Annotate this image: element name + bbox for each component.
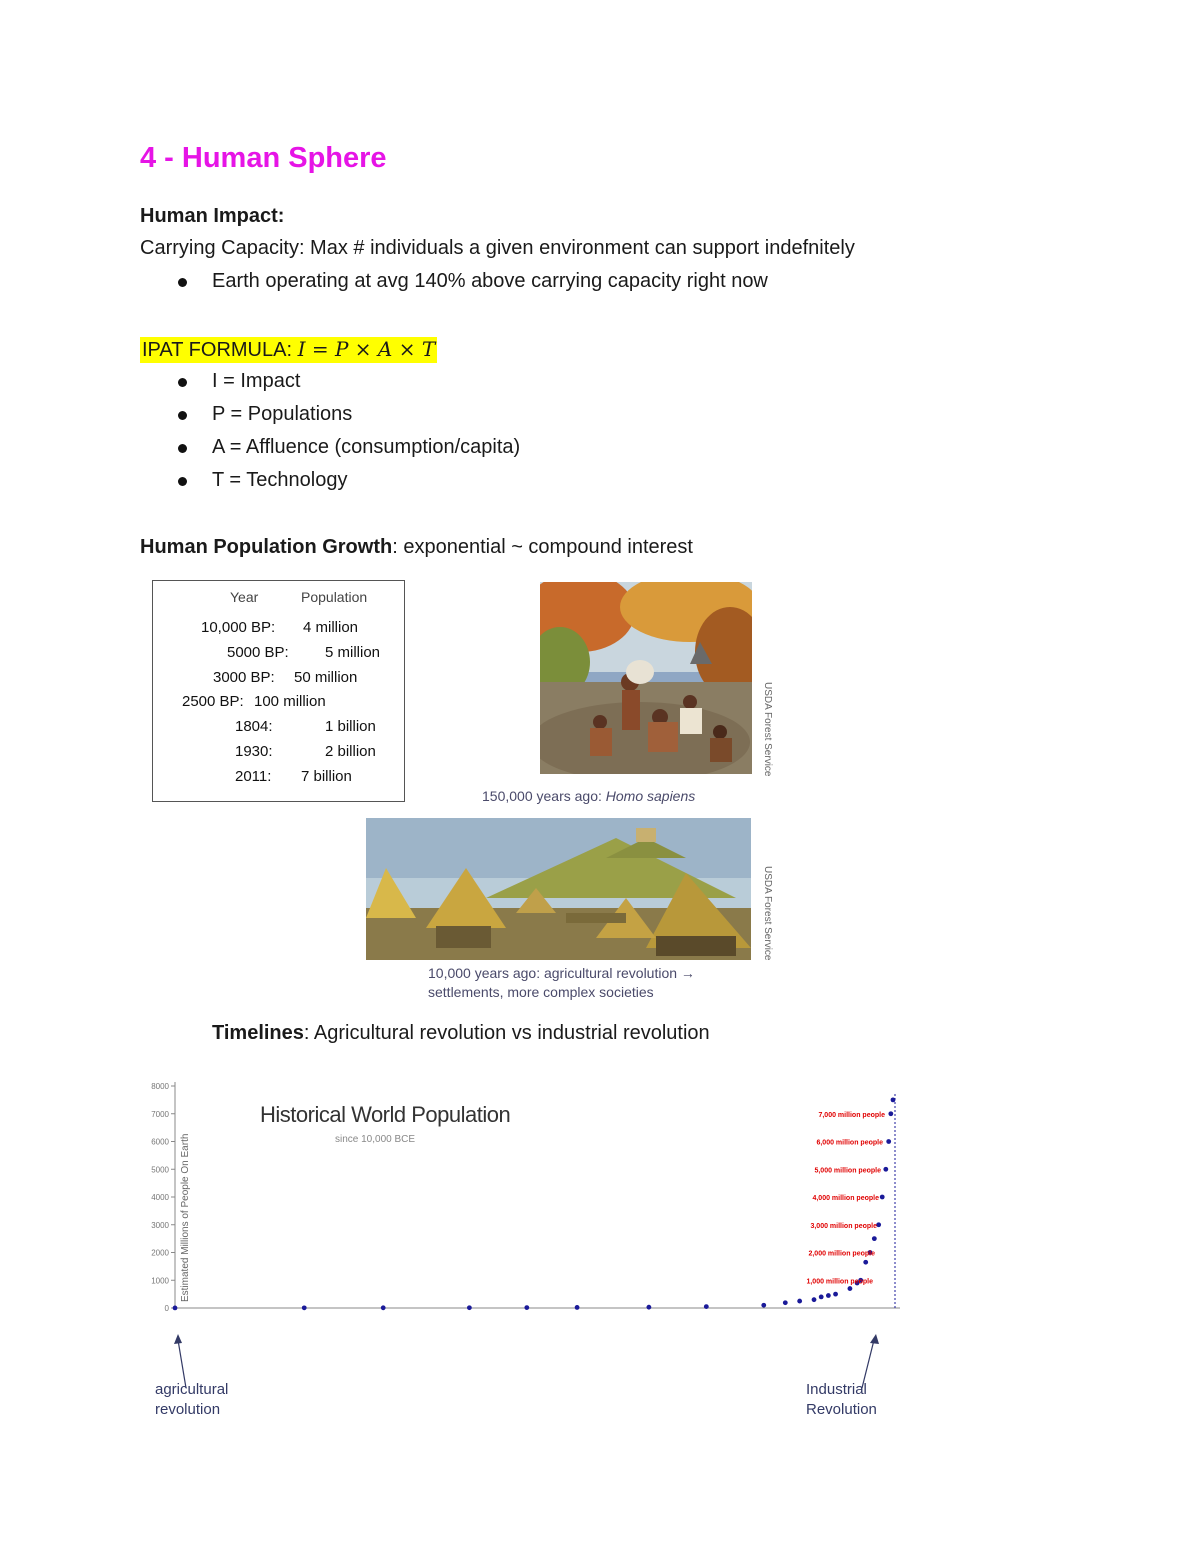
year-cell: 10,000 BP: [201,619,276,636]
data-point [819,1295,824,1300]
human-impact-heading: Human Impact: [140,205,285,227]
red-population-label: 1,000 million people [806,1278,873,1286]
ipat-item: P = Populations [212,403,353,425]
chart-subtitle: since 10,000 BCE [335,1134,416,1145]
data-point [302,1305,307,1310]
bullet-icon [178,477,187,486]
pop-cell: 4 million [303,619,359,636]
timelines-line [212,1022,710,1045]
homo-sapiens-caption [482,788,695,804]
population-table [152,580,405,802]
agricultural-label-line: revolution [155,1401,221,1418]
data-point [761,1303,766,1308]
agricultural-revolution-label [155,1380,228,1420]
ipat-item: T = Technology [212,469,348,491]
caption-italic: Homo sapiens [605,788,696,804]
pop-cell: 50 million [294,669,358,686]
y-tick-label: 6000 [151,1137,169,1147]
data-point [381,1305,386,1310]
population-growth-heading: Human Population Growth [140,536,393,558]
year-cell: 2500 BP: [182,693,244,710]
ipat-highlight [140,337,437,363]
chart-title: Historical World Population [260,1102,511,1127]
ipat-formula-line [140,337,437,362]
column-header-year: Year [230,589,259,605]
page-title: 4 - Human Sphere [140,142,387,174]
ipat-item: A = Affluence (consumption/capita) [212,436,521,458]
table-row [201,619,275,636]
pop-cell: 100 million [254,693,326,710]
data-point [797,1299,802,1304]
data-point [812,1297,817,1302]
year-cell: 5000 BP: [227,644,289,661]
caption-plain: 150,000 years ago: [482,788,606,804]
data-point [848,1286,853,1291]
population-growth-text: : exponential ~ compound interest [392,536,693,558]
bullet-icon [178,378,187,387]
industrial-label-line: Industrial [806,1381,867,1398]
arrow-head-icon [174,1334,182,1344]
settlement-caption-line-2: settlements, more complex societies [428,984,654,1000]
ipat-formula: I = P × A × T [297,337,436,361]
pop-cell: 5 million [325,644,381,661]
carrying-capacity-text: Carrying Capacity: Max # individuals a given environment can support indefnitely [140,237,855,259]
homo-sapiens-illustration [540,582,752,774]
red-population-label: 6,000 million people [816,1139,883,1147]
data-point [704,1304,709,1309]
bullet-icon [178,444,187,453]
data-point [524,1305,529,1310]
y-tick-label: 4000 [151,1193,169,1202]
ylabel-wrap [180,1112,192,1302]
y-tick-label: 7000 [151,1109,169,1119]
data-point [575,1305,580,1310]
pop-cell: 2 billion [325,743,376,760]
red-population-label: 3,000 million people [810,1222,877,1230]
homo-sapiens-image [540,582,752,774]
data-point [863,1260,868,1265]
agricultural-label-line: agricultural [155,1381,229,1398]
y-tick-label: 5000 [151,1165,169,1175]
y-tick-label: 2000 [151,1248,169,1258]
industrial-label-line: Revolution [806,1401,877,1418]
arrow-head-icon [870,1334,879,1344]
data-point [880,1195,885,1200]
year-cell: 1804: [235,718,273,735]
data-point [783,1300,788,1305]
data-point [886,1139,891,1144]
settlement-image [366,818,751,960]
y-tick-label: 8000 [151,1082,169,1091]
data-point [872,1236,877,1241]
bullet-icon [178,278,187,287]
timelines-heading: Timelines [212,1022,304,1044]
year-cell: 3000 BP: [213,669,275,686]
agricultural-settlement-illustration [366,818,751,960]
historical-population-chart [145,1072,915,1352]
ipat-label: IPAT FORMULA: [142,339,293,361]
carrying-capacity-bullet: Earth operating at avg 140% above carrying capacity right now [212,270,768,292]
population-growth-line [140,536,693,559]
year-cell: 1930: [235,743,273,760]
pop-cell: 1 billion [325,718,376,735]
red-population-label: 5,000 million people [814,1167,881,1175]
timelines-text: : Agricultural revolution vs industrial revolution [303,1022,710,1044]
data-point [826,1293,831,1298]
y-tick-label: 0 [164,1304,169,1313]
data-point [888,1111,893,1116]
red-population-label: 2,000 million people [808,1250,875,1258]
red-population-label: 7,000 million people [818,1111,885,1119]
ipat-item: I = Impact [212,370,301,392]
red-population-label: 4,000 million people [812,1195,879,1202]
pop-cell: 7 billion [301,768,352,785]
data-point [173,1305,178,1310]
data-point [833,1292,838,1297]
data-point [646,1305,651,1310]
year-cell: 2011: [235,768,272,785]
settlement-caption-line-1: 10,000 years ago: agricultural revolution → [428,965,695,981]
y-tick-label: 1000 [151,1276,169,1286]
usda-credit-2: USDA Forest Service [762,866,773,961]
industrial-revolution-label [806,1380,877,1420]
data-point [467,1305,472,1310]
bullet-icon [178,411,187,420]
data-point [891,1097,896,1102]
column-header-population: Population [301,589,368,605]
usda-credit-1: USDA Forest Service [762,682,773,777]
y-tick-label: 3000 [151,1220,169,1230]
revolution-arrows [150,1330,910,1390]
data-point [883,1167,888,1172]
chart-ylabel: Estimated Millions of People On Earth [180,1133,191,1302]
